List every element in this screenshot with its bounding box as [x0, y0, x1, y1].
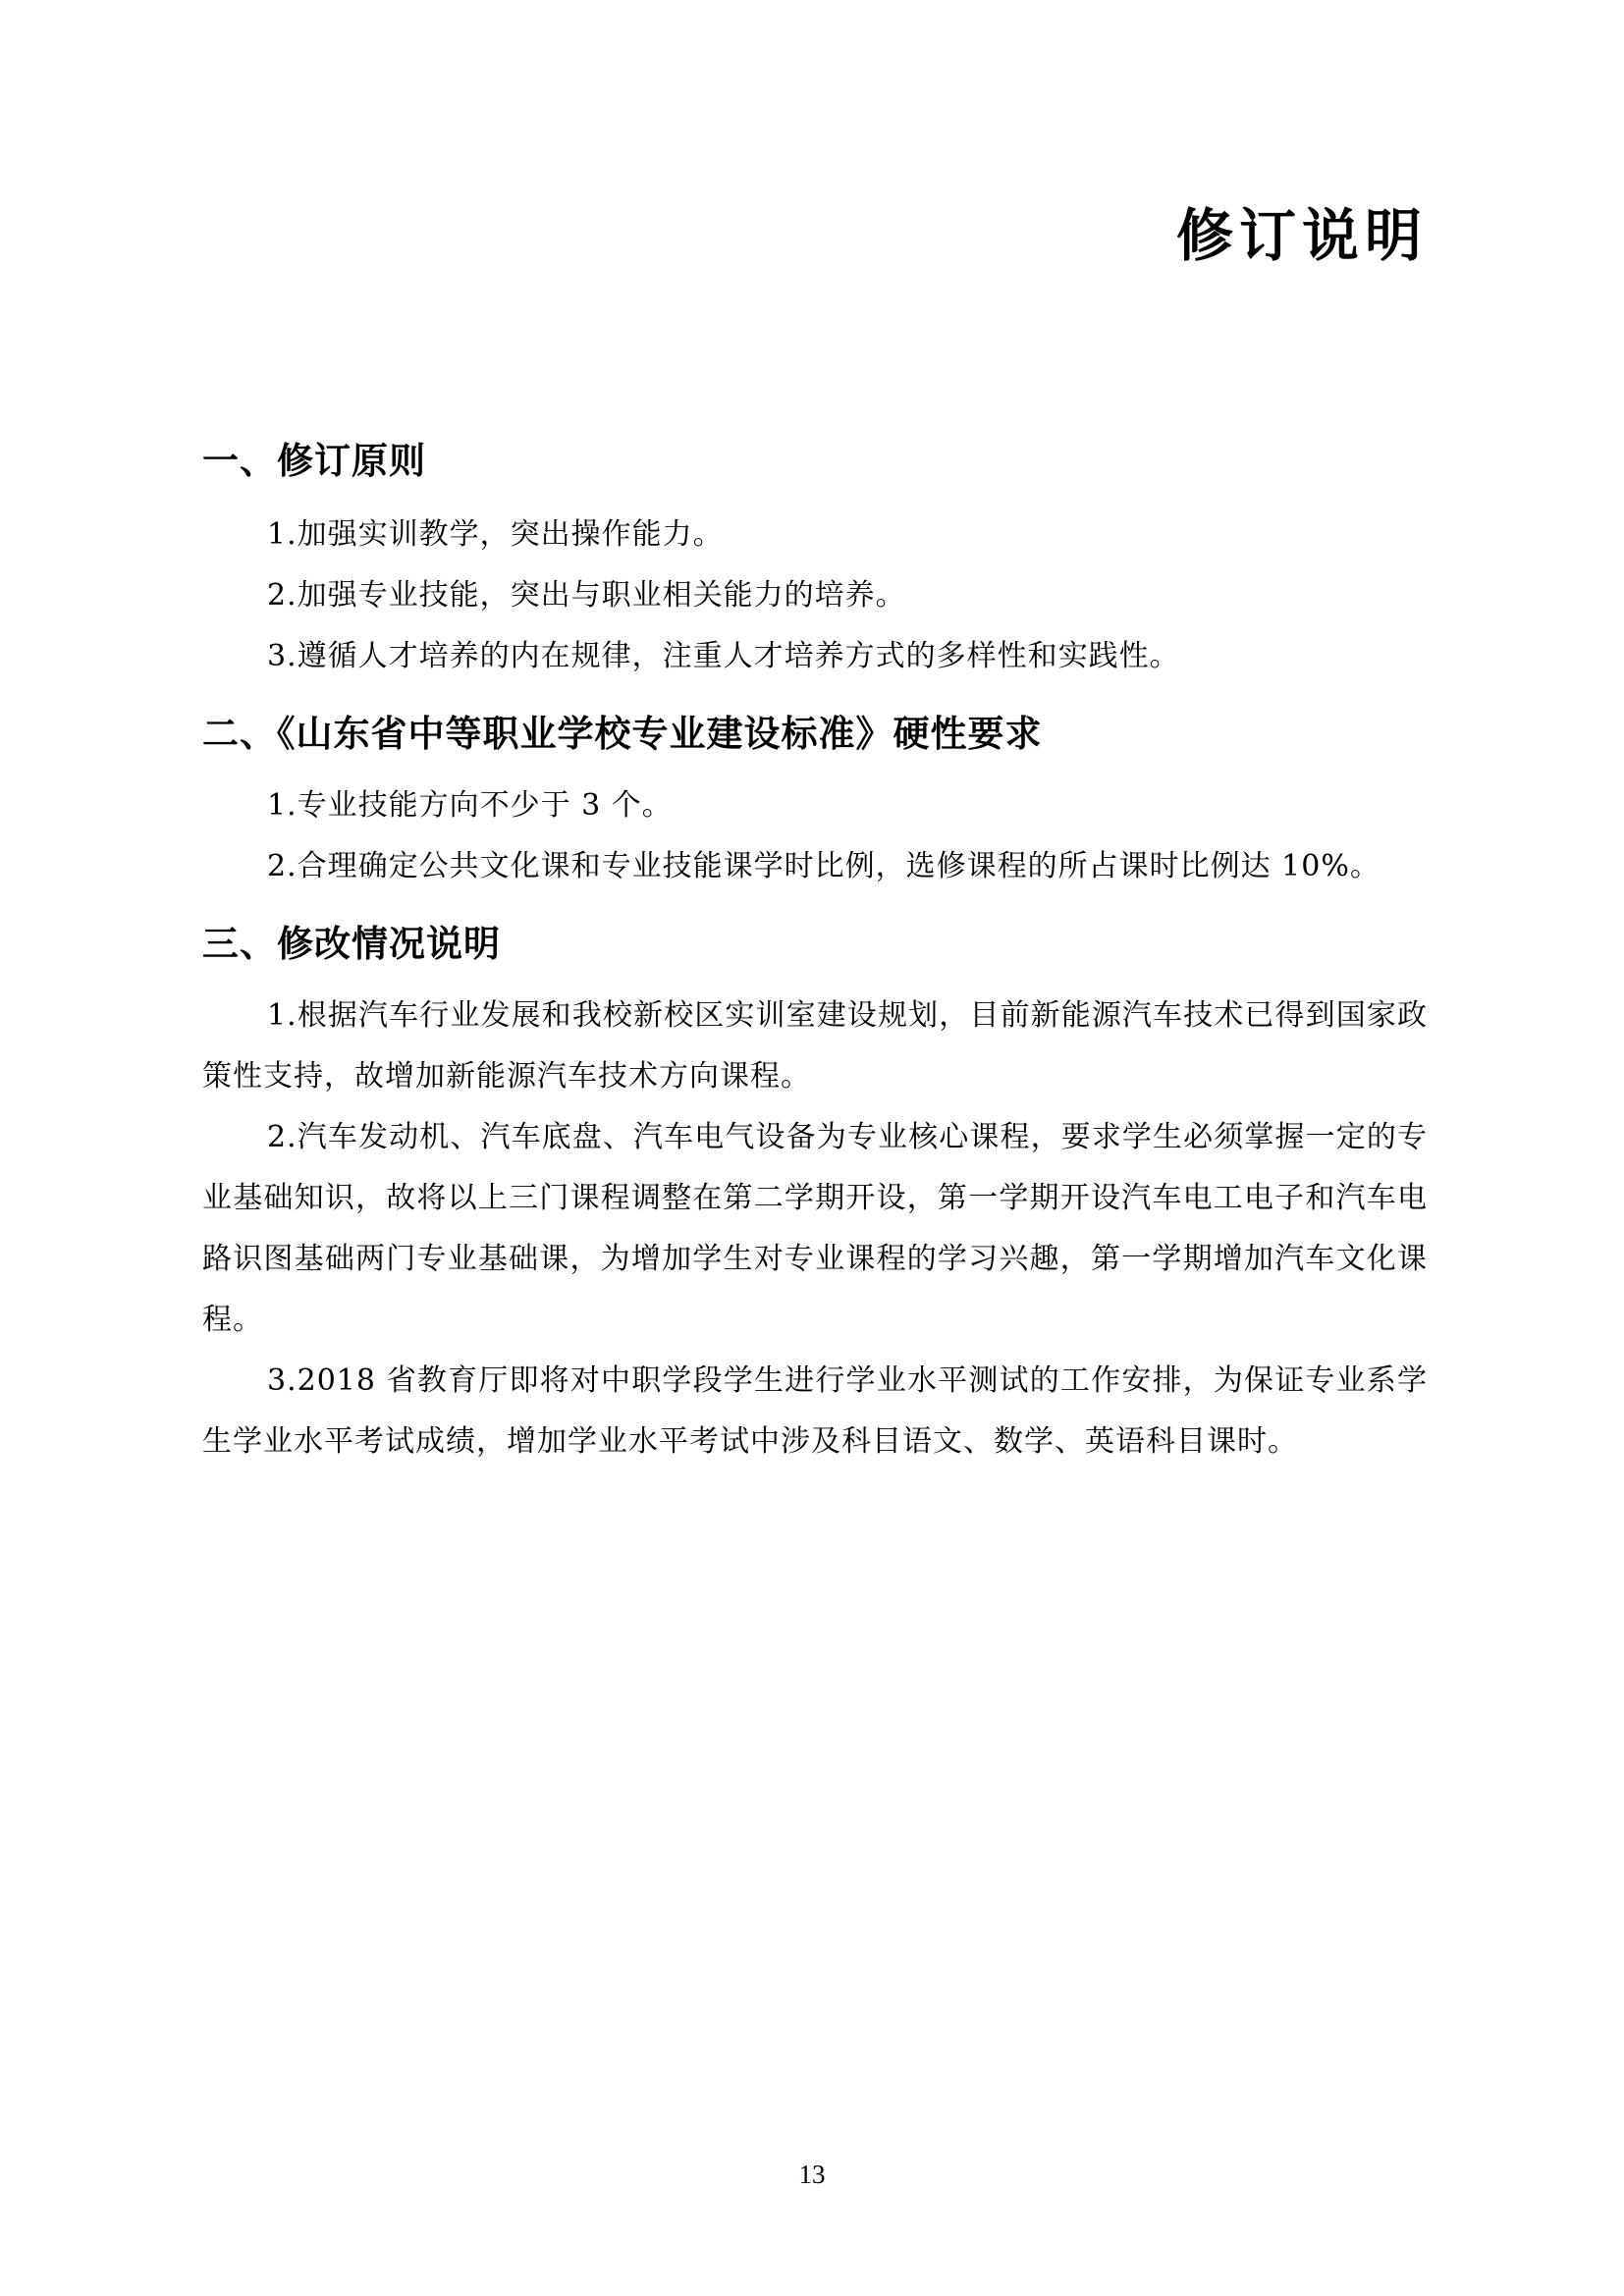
section-items — [202, 986, 1428, 1472]
section-modification-notes — [202, 915, 1428, 1472]
list-item: 2.加强专业技能，突出与职业相关能力的培养。 — [267, 578, 906, 613]
page-title: 修订说明 — [1175, 202, 1428, 269]
section-mandatory-requirements — [202, 705, 1428, 897]
list-item: 2.合理确定公共文化课和专业技能课学时比例，选修课程的所占课时比例达 10%。 — [267, 849, 1380, 883]
section-revision-principles — [202, 432, 1428, 687]
list-item: 1.根据汽车行业发展和我校新校区实训室建设规划，目前新能源汽车技术已得到国家政策性支持，故增加新能源汽车技术方向课程。 — [202, 998, 1428, 1094]
list-item: 2.汽车发动机、汽车底盘、汽车电气设备为专业核心课程，要求学生必须掌握一定的专业基础知识，故将以上三门课程调整在第二学期开设，第一学期开设汽车电工电子和汽车电路识图基础两门专业基础课，为增加学生对专业课程的学习兴趣，第一学期增加汽车文化课程。 — [202, 1120, 1428, 1337]
page-number: 13 — [798, 2160, 826, 2189]
document-body — [202, 432, 1428, 1472]
section-heading: 一、修订原则 — [202, 440, 426, 482]
list-item: 3.遵循人才培养的内在规律，注重人才培养方式的多样性和实践性。 — [267, 639, 1180, 673]
list-item: 1.专业技能方向不少于 3 个。 — [267, 788, 673, 823]
list-item: 3.2018 省教育厅即将对中职学段学生进行学业水平测试的工作安排，为保证专业系学生学业水平考试成绩，增加学业水平考试中涉及科目语文、数学、英语科目课时。 — [202, 1363, 1428, 1459]
section-heading: 二、《山东省中等职业学校专业建设标准》硬性要求 — [202, 713, 1043, 755]
section-items — [202, 775, 1428, 897]
section-items — [202, 505, 1428, 687]
section-heading: 三、修改情况说明 — [202, 923, 501, 965]
list-item: 1.加强实训教学，突出操作能力。 — [267, 517, 724, 552]
